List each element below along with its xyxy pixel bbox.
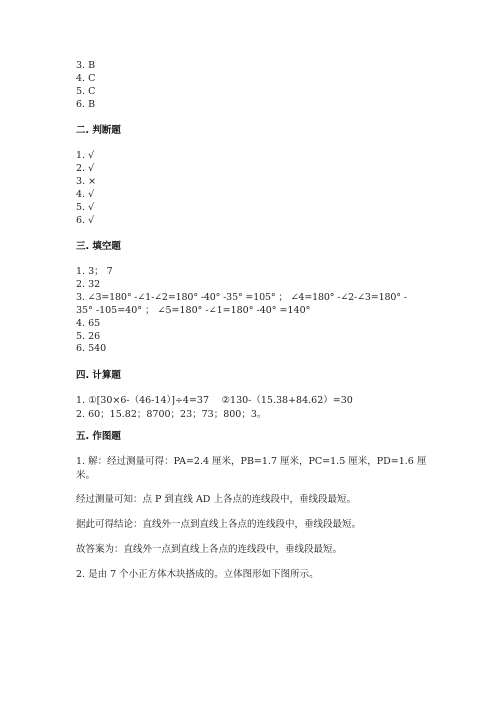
drawing-answer-1 bbox=[76, 455, 430, 483]
paragraph: 经过测量可知：点 P 到直线 AD 上各点的连线段中，垂线段最短。 bbox=[76, 494, 356, 505]
section-heading-fill-blank: 三. 填空题 bbox=[76, 241, 121, 252]
answer-line: 4. 65 bbox=[76, 317, 101, 329]
paragraph: 2. 是由 7 个小正方体木块搭成的。立体图形如下图所示。 bbox=[76, 569, 319, 580]
answer-line: 2. √ bbox=[76, 162, 95, 174]
paragraph-line: 米。 bbox=[76, 470, 96, 481]
section-heading-calculation: 四. 计算题 bbox=[76, 370, 121, 381]
fill-blank-answers bbox=[76, 266, 430, 356]
answer-line: 5. √ bbox=[76, 201, 95, 213]
judgement-answers bbox=[76, 150, 430, 227]
answer-line: 5. 26 bbox=[76, 330, 101, 342]
answer-line: 1. √ bbox=[76, 150, 95, 161]
choice-answers-tail bbox=[76, 60, 430, 112]
answer-line: 2. 60；15.82；8700；23；73；800；3。 bbox=[76, 409, 267, 420]
answer-line: 4. √ bbox=[76, 188, 95, 200]
answer-line: 6. √ bbox=[76, 214, 95, 226]
section-heading-judgement: 二. 判断题 bbox=[76, 125, 121, 136]
answer-line: 3. ∠3=180° -∠1-∠2=180° -40° -35° =105° ； ∠4=180° -∠2-∠3=180° - bbox=[76, 291, 407, 303]
calculation-answers bbox=[76, 394, 430, 422]
answer-line: 4. C bbox=[76, 72, 96, 84]
answer-line: 1. 3； 7 bbox=[76, 266, 113, 277]
answer-line: 1. ①[30×6-（46-14）]÷4=37 ②130-（15.38+84.62）=30 bbox=[76, 395, 353, 406]
paragraph: 据此可得结论：直线外一点到直线上各点的连线段中，垂线段最短。 bbox=[76, 519, 362, 530]
answer-line: 35° -105=40° ； ∠5=180° -∠1=180° -40° =140° bbox=[76, 304, 311, 316]
paragraph: 故答案为：直线外一点到直线上各点的连线段中，垂线段最短。 bbox=[76, 544, 343, 555]
answer-line: 3. × bbox=[76, 175, 97, 187]
answer-line: 6. B bbox=[76, 98, 96, 110]
section-heading-drawing: 五. 作图题 bbox=[76, 431, 121, 442]
answer-line: 6. 540 bbox=[76, 343, 107, 355]
paragraph-line: 1. 解：经过测量可得：PA=2.4 厘米，PB=1.7 厘米，PC=1.5 厘米，PD=1.6 厘 bbox=[76, 456, 427, 467]
answer-line: 3. B bbox=[76, 60, 96, 71]
answer-line: 5. C bbox=[76, 85, 96, 97]
answer-line: 2. 32 bbox=[76, 278, 101, 290]
